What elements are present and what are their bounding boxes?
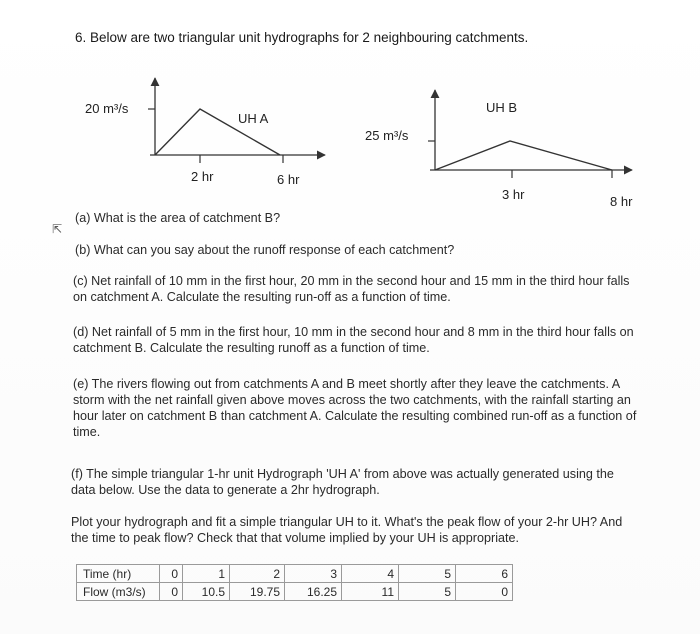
table-row-flow [77, 583, 513, 601]
table-cell: 0 [160, 583, 183, 601]
table-cell: 1 [183, 565, 230, 583]
uh-a-diagram [85, 78, 325, 187]
uh-b-tb-label: 8 hr [610, 194, 633, 209]
question-heading: 6. Below are two triangular unit hydrographs for 2 neighbouring catchments. [75, 30, 529, 45]
hydrograph-data-table [76, 564, 513, 601]
time-header: Time (hr) [77, 565, 160, 583]
uh-a-tp-label: 2 hr [191, 169, 214, 184]
uh-b-triangle [435, 141, 612, 170]
uh-b-diagram [365, 90, 633, 209]
uh-b-tp-label: 3 hr [502, 187, 525, 202]
flow-header: Flow (m3/s) [77, 583, 160, 601]
table-row-time [77, 565, 513, 583]
table-cell: 6 [456, 565, 513, 583]
table-cell: 5 [399, 583, 456, 601]
table-cell: 0 [160, 565, 183, 583]
question-e: (e) The rivers flowing out from catchments A and B meet shortly after they leave the catchments. A storm with the net rainfall given above moves across the two catchments, with the rainfall starting an hour later on catchment B than catchment A. Calculate the resulting combined run-off as a function of time. [73, 377, 637, 439]
table-cell: 3 [285, 565, 342, 583]
table-cell: 19.75 [230, 583, 285, 601]
table-cell: 10.5 [183, 583, 230, 601]
table-cell: 4 [342, 565, 399, 583]
uh-b-title: UH B [486, 100, 518, 115]
question-b: (b) What can you say about the runoff response of each catchment? [75, 243, 455, 257]
uh-a-peak-label: 20 m³/s [85, 101, 129, 116]
table-cell: 2 [230, 565, 285, 583]
question-c: (c) Net rainfall of 10 mm in the first hour, 20 mm in the second hour and 15 mm in the third hour falls on catchment A. Calculate the resulting run-off as a function of time. [73, 274, 630, 304]
unit-hydrographs-figure [0, 0, 700, 230]
table-cell: 11 [342, 583, 399, 601]
uh-a-tb-label: 6 hr [277, 172, 300, 187]
table-cell: 5 [399, 565, 456, 583]
mouse-cursor-icon: ⇱ [52, 222, 63, 236]
question-plot-instructions: Plot your hydrograph and fit a simple triangular UH to it. What's the peak flow of your 2-hr UH? And the time to peak flow? Check that that volume implied by your UH is appropriate. [71, 515, 623, 545]
uh-a-title: UH A [238, 111, 269, 126]
table-cell: 0 [456, 583, 513, 601]
question-d: (d) Net rainfall of 5 mm in the first hour, 10 mm in the second hour and 8 mm in the third hour falls on catchment B. Calculate the resulting runoff as a function of time. [73, 325, 634, 355]
table-cell: 16.25 [285, 583, 342, 601]
uh-b-peak-label: 25 m³/s [365, 128, 409, 143]
question-f: (f) The simple triangular 1-hr unit Hydrograph 'UH A' from above was actually generated using the data below. Use the data to generate a 2hr hydrograph. [71, 467, 614, 497]
question-a: (a) What is the area of catchment B? [75, 211, 281, 225]
